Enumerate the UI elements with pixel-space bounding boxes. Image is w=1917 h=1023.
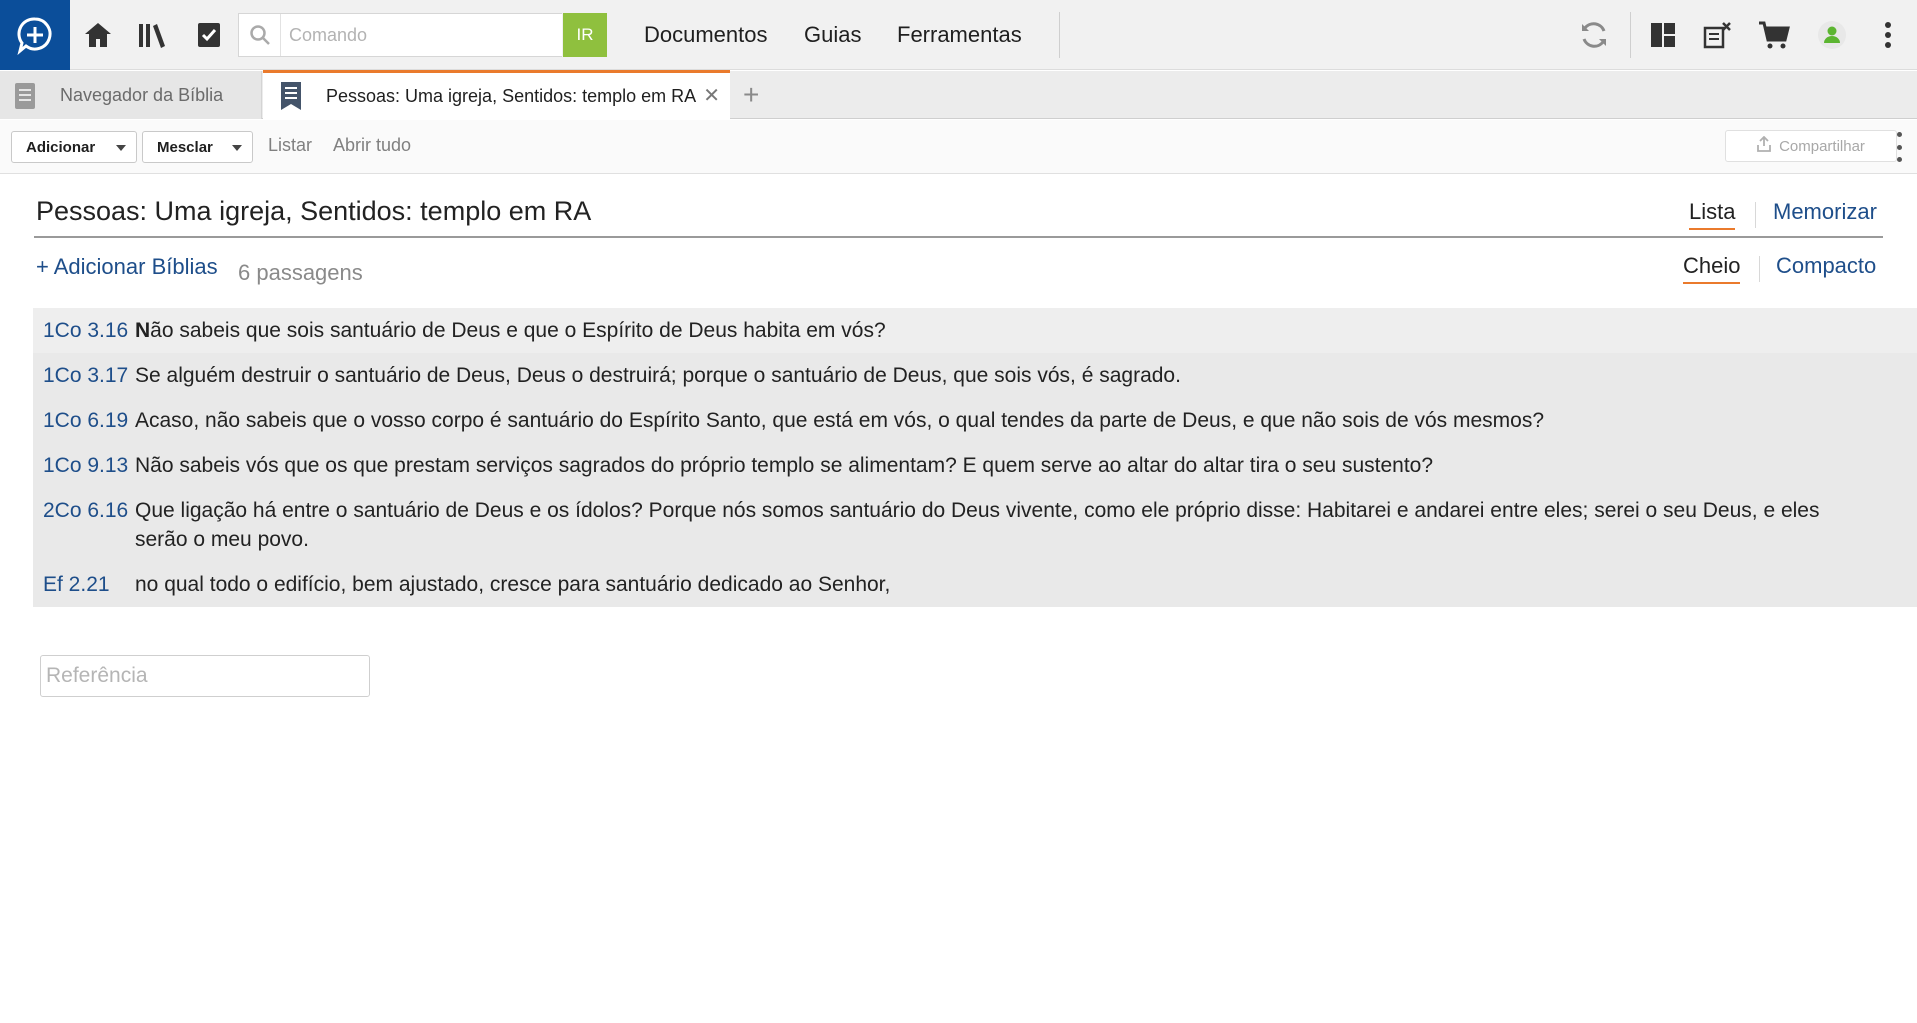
passage-row[interactable] — [33, 353, 1917, 398]
passage-text: Se alguém destruir o santuário de Deus, Deus o destruirá; porque o santuário de Deus, que sois vós, é sagrado. — [135, 364, 1181, 387]
tab-full-view[interactable]: Cheio — [1683, 253, 1740, 284]
title-divider — [34, 236, 1883, 238]
app-logo-icon[interactable] — [0, 0, 70, 70]
passage-row[interactable] — [33, 308, 1917, 353]
layout-icon[interactable] — [1645, 17, 1681, 53]
open-all-button[interactable]: Abrir tudo — [333, 135, 412, 155]
close-icon[interactable]: ✕ — [703, 85, 720, 107]
sync-icon[interactable] — [1576, 17, 1612, 53]
tab-passage-list[interactable] — [263, 70, 730, 119]
divider — [1755, 202, 1756, 228]
share-label: Compartilhar — [1779, 137, 1865, 155]
add-tab-icon[interactable]: + — [743, 79, 760, 110]
passage-row[interactable] — [33, 488, 1917, 562]
library-icon[interactable] — [135, 17, 171, 53]
tab-label: Navegador da Bíblia — [60, 84, 224, 105]
user-avatar-icon[interactable] — [1814, 17, 1850, 53]
merge-dropdown-label: Mesclar — [157, 138, 213, 156]
passage-reference[interactable]: 1Co 6.19 — [43, 409, 129, 432]
passage-text: Que ligação há entre o santuário de Deus e os ídolos? Porque nós somos santuário do Deus vivente, como ele próprio disse: Habitarei e andarei entre eles; serei o seu Deus, e eles serão o meu povo. — [135, 499, 1820, 551]
add-dropdown-button[interactable] — [11, 131, 137, 163]
cart-icon[interactable] — [1756, 17, 1792, 53]
panel-menu-icon[interactable] — [1893, 132, 1905, 162]
passage-reference[interactable]: Ef 2.21 — [43, 573, 110, 596]
tasks-icon[interactable] — [191, 17, 227, 53]
document-icon — [14, 82, 36, 115]
share-button[interactable] — [1725, 130, 1897, 162]
go-button[interactable]: IR — [563, 13, 607, 57]
passage-list-icon — [279, 81, 303, 116]
search-icon — [239, 14, 281, 56]
passage-text: no qual todo o edifício, bem ajustado, cresce para santuário dedicado ao Senhor, — [135, 573, 891, 596]
divider — [1759, 256, 1760, 282]
home-icon[interactable] — [80, 17, 116, 53]
drop-letter: N — [135, 319, 151, 342]
add-dropdown-label: Adicionar — [26, 138, 96, 156]
passage-row[interactable] — [33, 398, 1917, 443]
passage-text: Não sabeis vós que os que prestam serviços sagrados do próprio templo se alimentam? E quem serve ao altar do altar tira o seu sustento? — [135, 454, 1434, 477]
page-title: Pessoas: Uma igreja, Sentidos: templo em RA — [36, 196, 592, 226]
menu-ferramentas[interactable]: Ferramentas — [897, 22, 1022, 47]
command-box — [238, 13, 562, 57]
passage-reference[interactable]: 1Co 9.13 — [43, 454, 129, 477]
passage-row[interactable] — [33, 443, 1917, 488]
divider — [1059, 12, 1060, 58]
tab-compact-view[interactable]: Compacto — [1776, 253, 1877, 278]
command-input[interactable] — [289, 14, 559, 56]
menu-guias[interactable]: Guias — [804, 22, 862, 47]
merge-dropdown-button[interactable] — [142, 131, 253, 163]
chevron-down-icon — [232, 145, 242, 151]
top-bar — [0, 0, 1917, 70]
tab-bible-browser[interactable] — [0, 71, 262, 119]
chevron-down-icon — [116, 145, 126, 151]
tab-strip — [0, 71, 1917, 119]
share-icon — [1757, 136, 1771, 156]
passage-list — [33, 308, 1917, 607]
close-panels-icon[interactable] — [1700, 17, 1736, 53]
divider — [1630, 12, 1631, 58]
passage-count: 6 passagens — [238, 260, 363, 285]
passage-reference[interactable]: 1Co 3.17 — [43, 364, 129, 387]
toolbar — [0, 120, 1917, 174]
list-button[interactable]: Listar — [268, 135, 313, 155]
add-bibles-button[interactable]: + Adicionar Bíblias — [36, 254, 218, 279]
tab-memorize-view[interactable]: Memorizar — [1773, 199, 1877, 224]
more-menu-icon[interactable] — [1870, 17, 1906, 53]
passage-reference[interactable]: 2Co 6.16 — [43, 499, 129, 522]
menu-documentos[interactable]: Documentos — [644, 22, 768, 47]
passage-text: Acaso, não sabeis que o vosso corpo é santuário do Espírito Santo, que está em vós, o qual tendes da parte de Deus, e que não sois de vós mesmos? — [135, 409, 1545, 432]
reference-input[interactable] — [40, 655, 370, 697]
passage-reference[interactable]: 1Co 3.16 — [43, 319, 129, 342]
tab-label: Pessoas: Uma igreja, Sentidos: templo em RA — [326, 85, 697, 106]
passage-text: Não sabeis que sois santuário de Deus e que o Espírito de Deus habita em vós? — [135, 319, 886, 342]
passage-row[interactable] — [33, 562, 1917, 607]
tab-list-view[interactable]: Lista — [1689, 199, 1735, 230]
